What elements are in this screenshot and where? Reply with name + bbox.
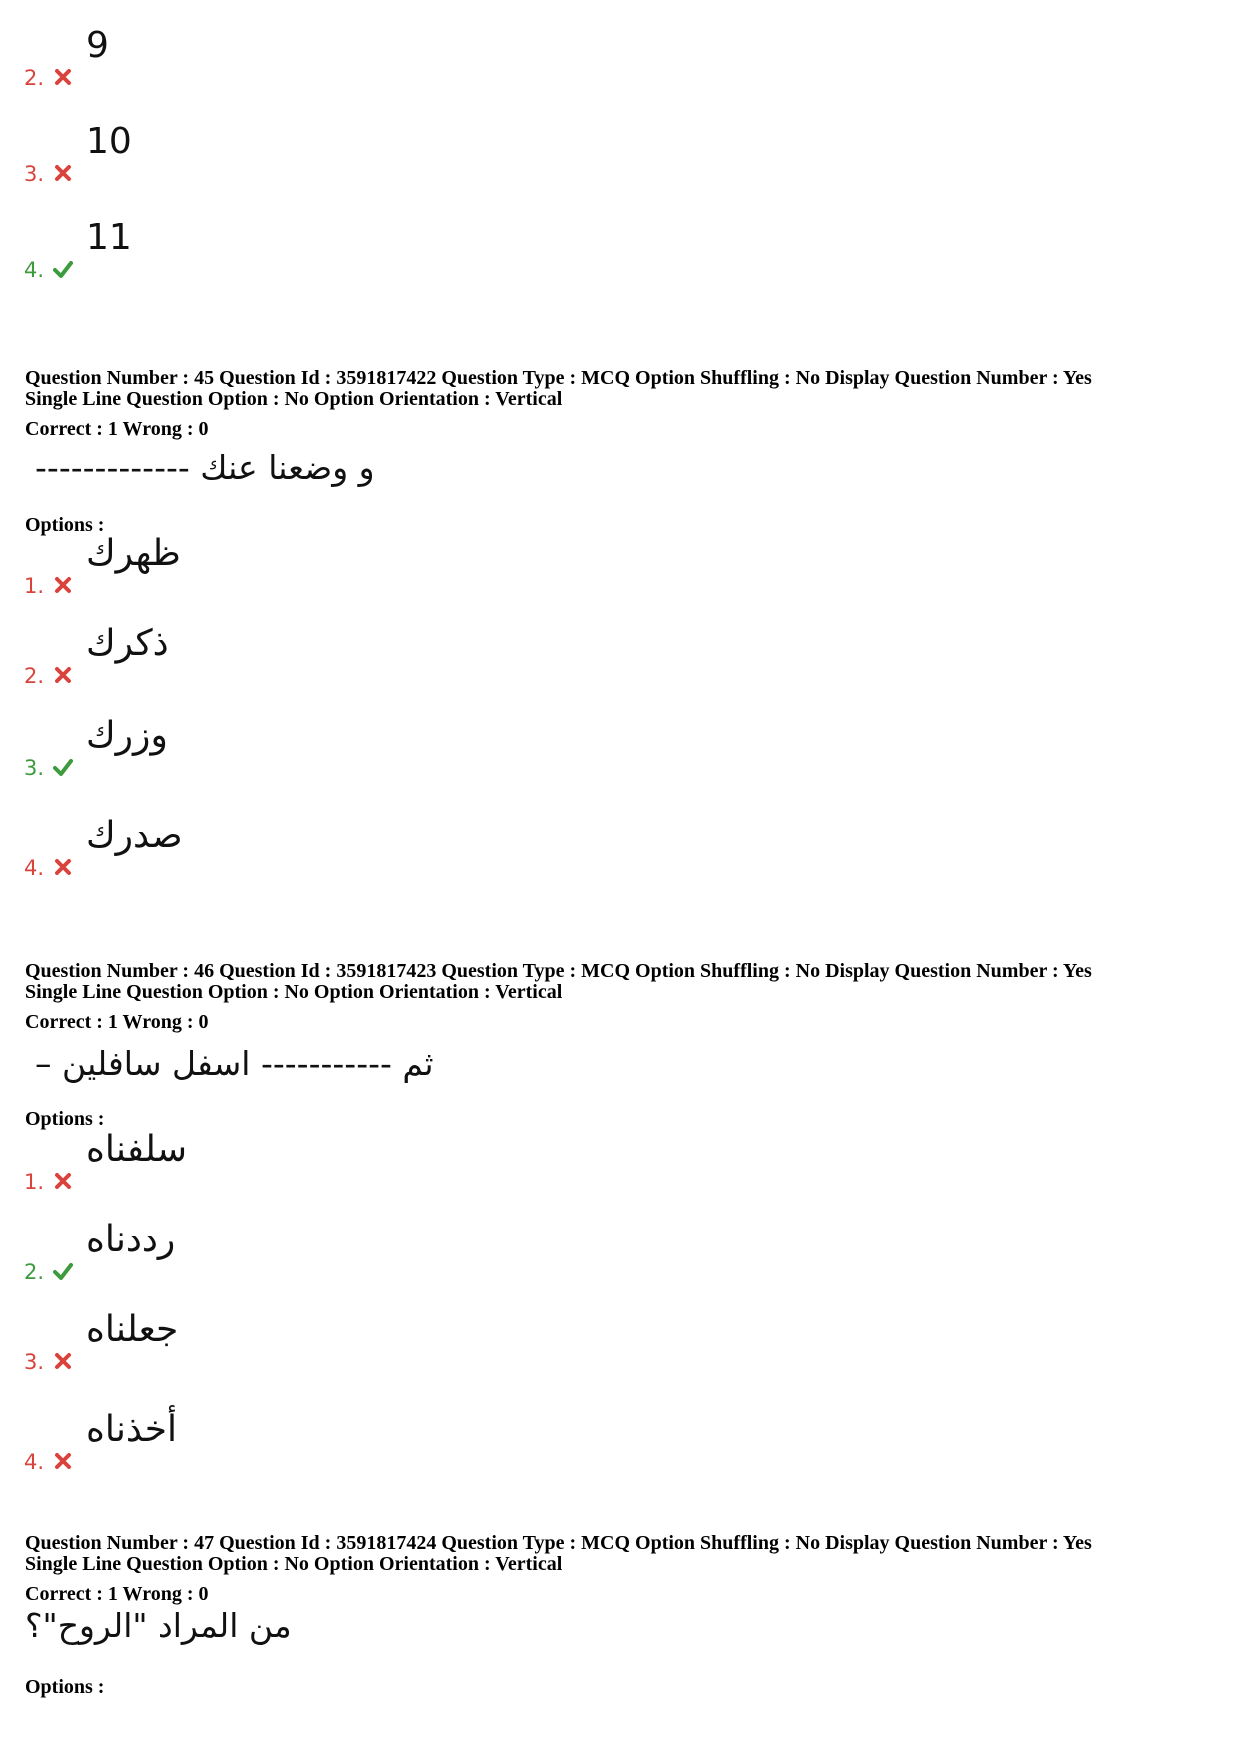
question-text: ثم ----------- اسفل سافلين – (35, 1044, 434, 1083)
cross-icon (53, 67, 73, 87)
option-number: 1. (24, 574, 45, 598)
option-value: ظهرك (86, 533, 181, 574)
question-meta-line2: Single Line Question Option : No Option Orientation : Vertical (25, 388, 563, 410)
option-number: 2. (24, 664, 45, 688)
option-value: ذكرك (86, 623, 169, 664)
question-score: Correct : 1 Wrong : 0 (25, 1583, 209, 1605)
option-number: 3. (24, 756, 45, 780)
option-number: 2. (24, 1260, 45, 1284)
option-row (24, 1124, 624, 1194)
check-icon (53, 259, 73, 279)
question-text: و وضعنا عنك ------------- (35, 448, 375, 487)
option-value: جعلناه (86, 1309, 179, 1350)
cross-icon (53, 665, 73, 685)
option-row (24, 618, 624, 688)
option-value: أخذناه (86, 1409, 178, 1450)
option-row (24, 1214, 624, 1284)
cross-icon (53, 1171, 73, 1191)
option-value: صدرك (86, 815, 183, 856)
option-number: 4. (24, 258, 45, 282)
option-row (24, 20, 624, 90)
question-meta-line1: Question Number : 46 Question Id : 3591817423 Question Type : MCQ Option Shuffling : No Display Question Number : Yes (25, 960, 1092, 982)
option-row (24, 212, 624, 282)
option-row (24, 116, 624, 186)
option-number: 4. (24, 1450, 45, 1474)
option-value: وزرك (86, 715, 168, 756)
option-row (24, 810, 624, 880)
question-meta (25, 961, 1225, 1034)
cross-icon (53, 1451, 73, 1471)
question-meta (25, 1533, 1225, 1606)
cross-icon (53, 575, 73, 595)
cross-icon (53, 163, 73, 183)
option-row (24, 528, 624, 598)
option-value: 11 (86, 217, 132, 258)
option-row (24, 1404, 624, 1474)
option-number: 2. (24, 66, 45, 90)
option-number: 4. (24, 856, 45, 880)
question-meta (25, 368, 1225, 441)
option-value: 9 (86, 25, 109, 66)
options-label: Options : (25, 1676, 105, 1698)
question-meta-line2: Single Line Question Option : No Option Orientation : Vertical (25, 981, 563, 1003)
question-text: من المراد "الروح"؟ (25, 1606, 292, 1645)
check-icon (53, 1261, 73, 1281)
option-number: 3. (24, 1350, 45, 1374)
cross-icon (53, 1351, 73, 1371)
option-value: 10 (86, 121, 132, 162)
option-value: رددناه (86, 1219, 176, 1260)
option-value: سلفناه (86, 1129, 187, 1170)
question-meta-line1: Question Number : 47 Question Id : 3591817424 Question Type : MCQ Option Shuffling : No Display Question Number : Yes (25, 1532, 1092, 1554)
option-number: 1. (24, 1170, 45, 1194)
option-number: 3. (24, 162, 45, 186)
options-label: Options : (25, 514, 105, 536)
option-row (24, 1304, 624, 1374)
question-score: Correct : 1 Wrong : 0 (25, 1011, 209, 1033)
options-label: Options : (25, 1108, 105, 1130)
question-score: Correct : 1 Wrong : 0 (25, 418, 209, 440)
cross-icon (53, 857, 73, 877)
check-icon (53, 757, 73, 777)
question-meta-line1: Question Number : 45 Question Id : 3591817422 Question Type : MCQ Option Shuffling : No Display Question Number : Yes (25, 367, 1092, 389)
question-meta-line2: Single Line Question Option : No Option Orientation : Vertical (25, 1553, 563, 1575)
option-row (24, 710, 624, 780)
